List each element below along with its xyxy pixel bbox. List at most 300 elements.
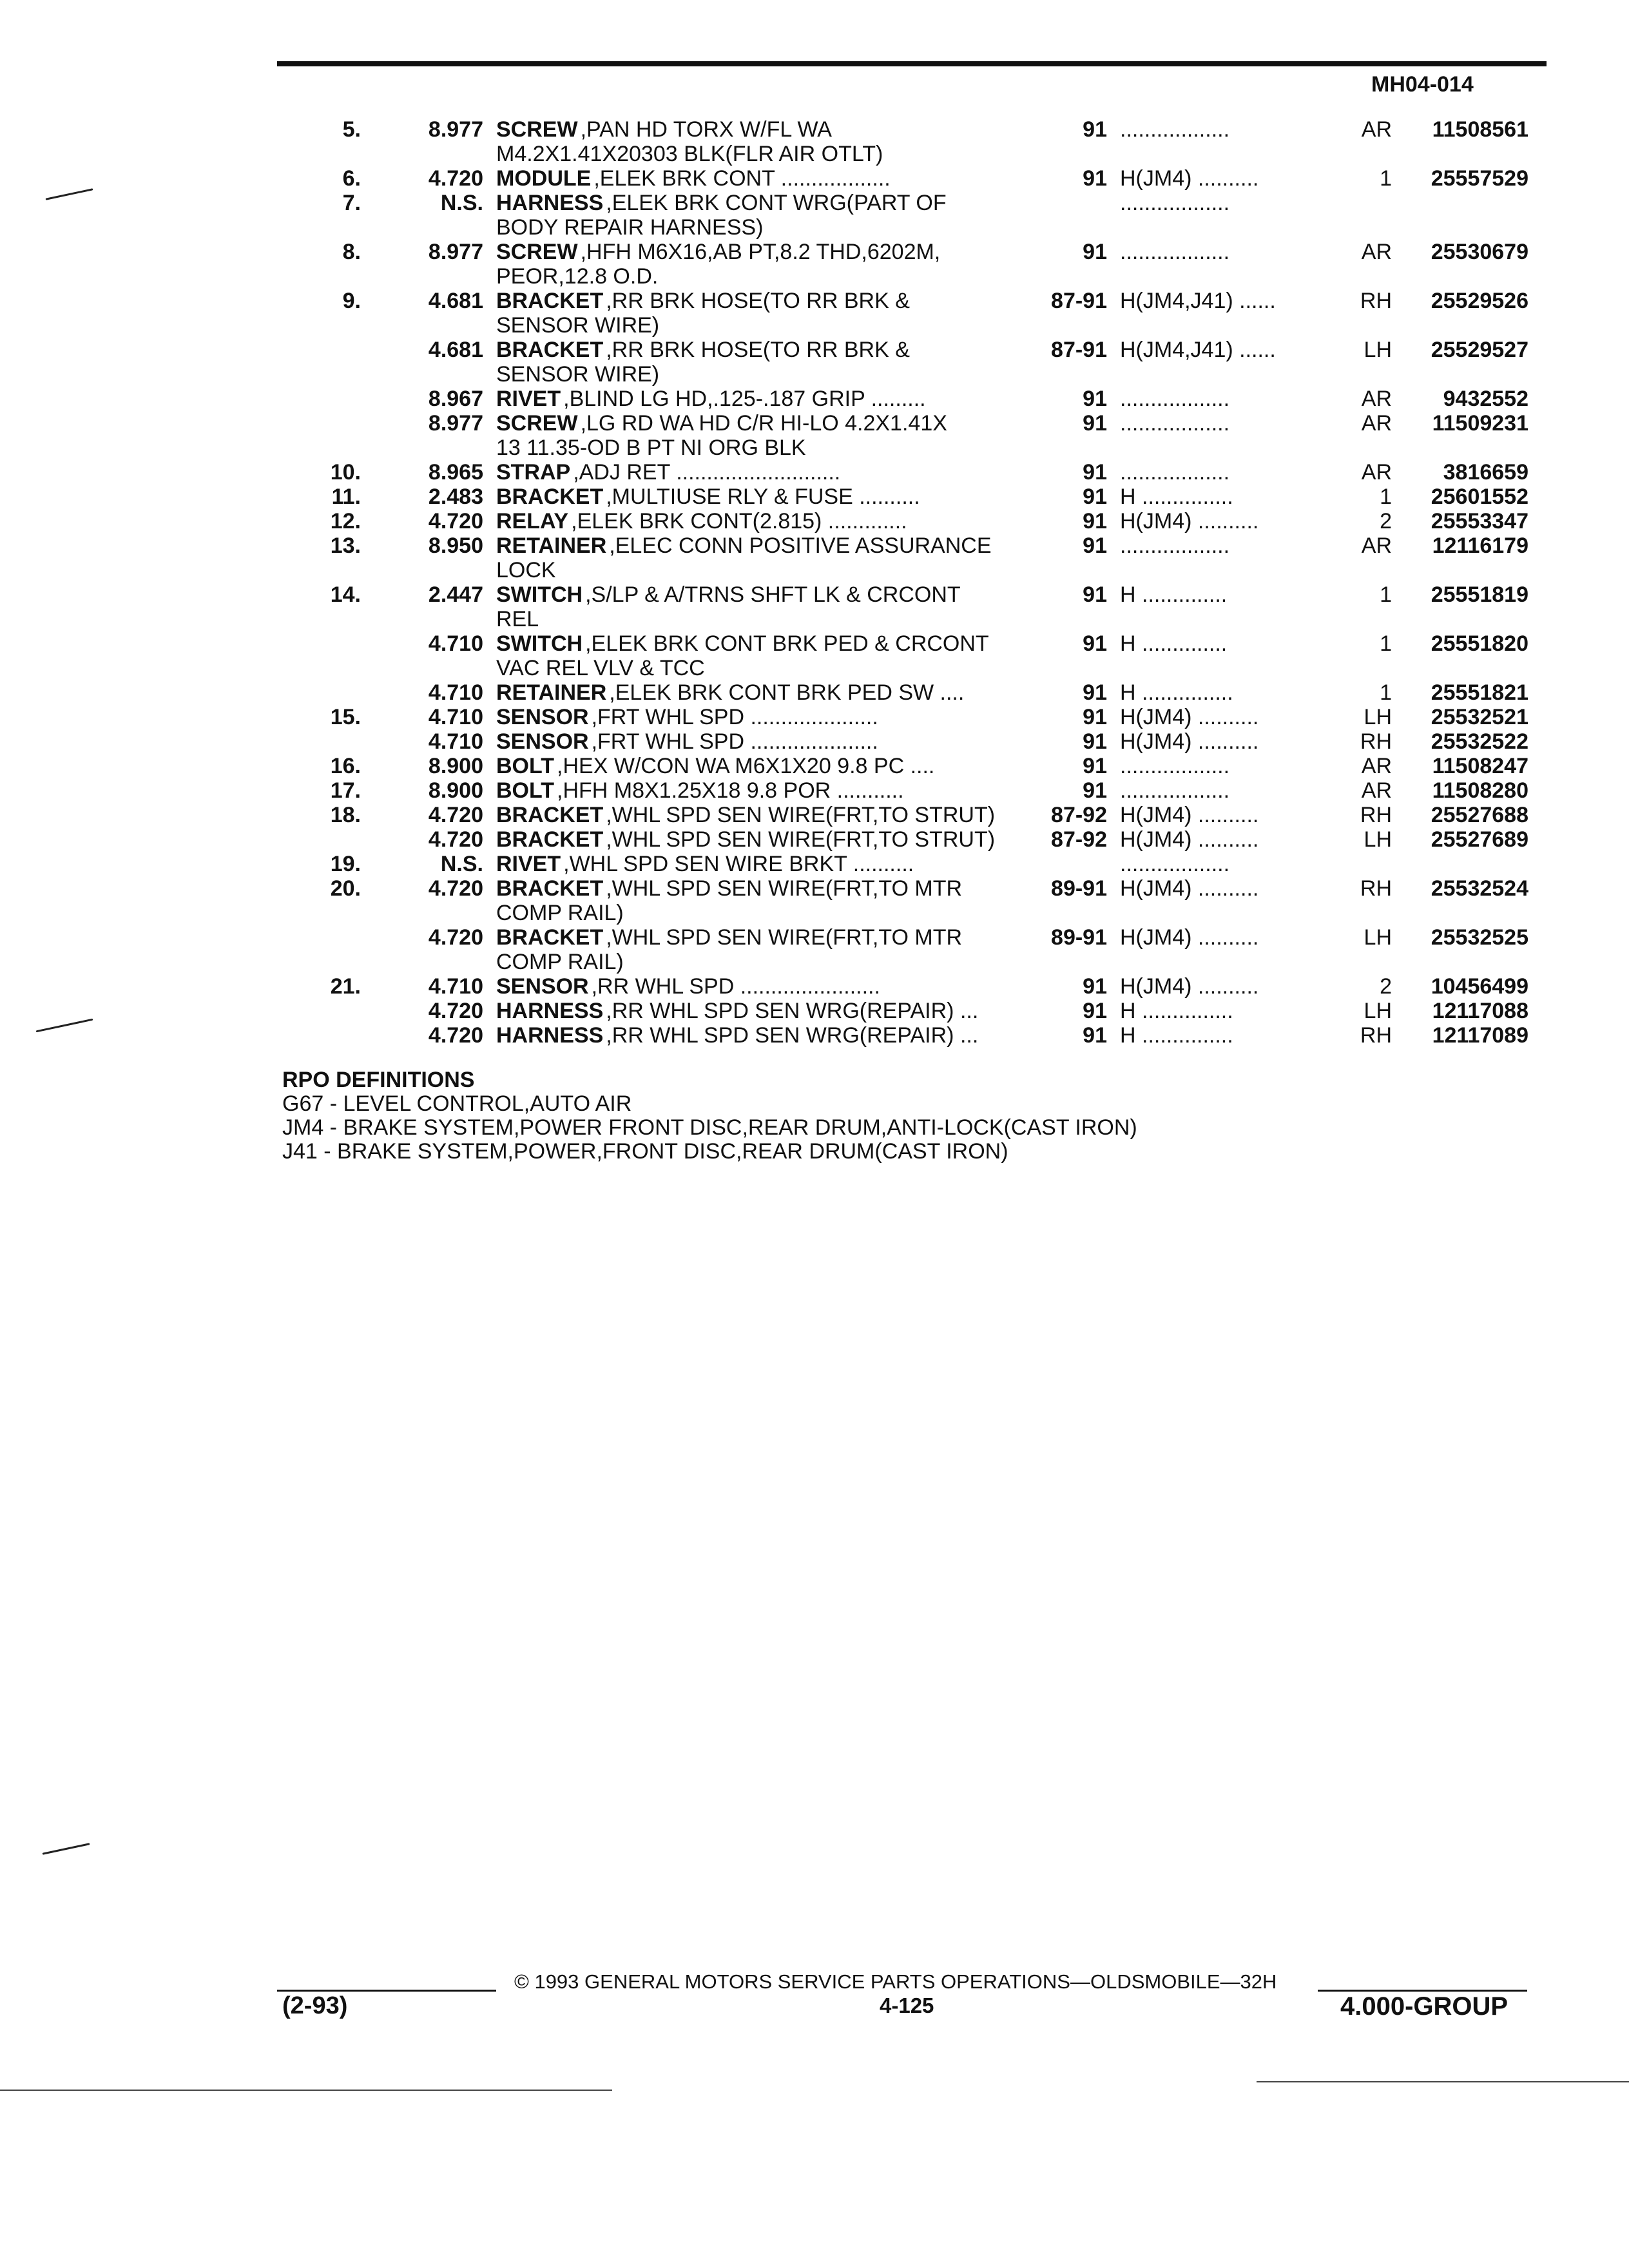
model-years: 87-91 <box>1051 289 1107 313</box>
group-number: 4.681 <box>428 289 483 313</box>
ref-number: 20. <box>330 876 361 901</box>
quantity: RH <box>1360 289 1392 313</box>
part-number: 25530679 <box>1431 240 1528 264</box>
group-number: 4.720 <box>428 999 483 1023</box>
description <box>496 852 914 876</box>
quantity: AR <box>1361 117 1392 142</box>
part-detail: ,RR BRK HOSE(TO RR BRK & <box>606 338 910 362</box>
model-years: 89-91 <box>1051 876 1107 901</box>
table-row <box>0 558 1629 582</box>
part-name: RIVET <box>496 387 561 411</box>
options: H .............. <box>1120 582 1228 607</box>
part-detail: ,RR WHL SPD SEN WRG(REPAIR) ... <box>606 1023 979 1048</box>
table-row <box>0 852 1629 876</box>
table-row <box>0 803 1629 827</box>
part-name: RIVET <box>496 852 561 876</box>
description <box>496 240 940 264</box>
options: H(JM4) .......... <box>1120 509 1259 533</box>
part-name: BOLT <box>496 754 555 778</box>
quantity: AR <box>1361 387 1392 411</box>
part-detail: ,PAN HD TORX W/FL WA <box>580 117 832 142</box>
top-rule <box>277 61 1547 66</box>
quantity: AR <box>1361 240 1392 264</box>
group-number: 4.710 <box>428 705 483 729</box>
options: .................. <box>1120 460 1230 485</box>
part-name: BRACKET <box>496 925 604 950</box>
part-number: 12116179 <box>1432 533 1528 558</box>
ref-number: 14. <box>330 582 361 607</box>
table-row <box>0 631 1629 656</box>
part-detail: ,ELEK BRK CONT(2.815) ............. <box>571 509 907 533</box>
part-detail: ,WHL SPD SEN WIRE(FRT,TO STRUT) <box>606 803 996 827</box>
part-name: SCREW <box>496 411 578 436</box>
quantity: 1 <box>1380 680 1392 705</box>
part-name: HARNESS <box>496 1023 604 1048</box>
table-row <box>0 436 1629 460</box>
table-row <box>0 387 1629 411</box>
description <box>496 729 878 754</box>
model-years: 91 <box>1083 999 1107 1023</box>
part-detail: ,RR BRK HOSE(TO RR BRK & <box>606 289 910 313</box>
part-detail: ,WHL SPD SEN WIRE(FRT,TO MTR <box>606 876 963 901</box>
part-name: MODULE <box>496 166 592 191</box>
description <box>496 436 806 460</box>
group-number: 4.720 <box>428 827 483 852</box>
part-detail: ,HFH M8X1.25X18 9.8 POR ........... <box>557 778 904 803</box>
ref-number: 11. <box>331 485 361 509</box>
quantity: 1 <box>1380 631 1392 656</box>
table-row <box>0 166 1629 191</box>
part-name: STRAP <box>496 460 571 485</box>
part-detail: COMP RAIL) <box>496 901 624 925</box>
parts-table <box>0 117 1629 1048</box>
description <box>496 656 705 680</box>
model-years: 91 <box>1083 582 1107 607</box>
part-name: SWITCH <box>496 631 583 656</box>
description <box>496 558 556 582</box>
rpo-line: JM4 - BRAKE SYSTEM,POWER FRONT DISC,REAR DRUM,ANTI-LOCK(CAST IRON) <box>282 1115 1137 1140</box>
description <box>496 999 978 1023</box>
description <box>496 925 962 950</box>
model-years: 91 <box>1083 778 1107 803</box>
ref-number: 21. <box>330 974 361 999</box>
rpo-heading: RPO DEFINITIONS <box>282 1068 475 1092</box>
part-number: 25527688 <box>1431 803 1528 827</box>
table-row <box>0 460 1629 485</box>
model-years: 91 <box>1083 631 1107 656</box>
description <box>496 607 539 631</box>
quantity: AR <box>1361 778 1392 803</box>
part-detail: ,MULTIUSE RLY & FUSE .......... <box>606 485 920 509</box>
part-detail: COMP RAIL) <box>496 950 624 974</box>
table-row <box>0 533 1629 558</box>
part-detail: PEOR,12.8 O.D. <box>496 264 659 289</box>
options: .................. <box>1120 191 1230 215</box>
group-number: N.S. <box>440 191 483 215</box>
quantity: 1 <box>1380 485 1392 509</box>
part-number: 11508280 <box>1432 778 1528 803</box>
ref-number: 13. <box>330 533 361 558</box>
description <box>496 827 995 852</box>
options: H ............... <box>1120 485 1233 509</box>
quantity: AR <box>1361 533 1392 558</box>
part-detail: ,ELEK BRK CONT BRK PED & CRCONT <box>585 631 989 656</box>
group-number: 4.710 <box>428 729 483 754</box>
table-row <box>0 338 1629 362</box>
part-detail: ,HEX W/CON WA M6X1X20 9.8 PC .... <box>557 754 935 778</box>
table-row <box>0 191 1629 215</box>
part-detail: ,LG RD WA HD C/R HI-LO 4.2X1.41X <box>580 411 947 436</box>
part-detail: LOCK <box>496 558 556 582</box>
description <box>496 264 658 289</box>
ref-number: 16. <box>330 754 361 778</box>
rpo-line: G67 - LEVEL CONTROL,AUTO AIR <box>282 1091 632 1116</box>
part-detail: ,FRT WHL SPD ..................... <box>591 705 878 729</box>
part-name: BRACKET <box>496 338 604 362</box>
description <box>496 142 883 166</box>
description <box>496 754 934 778</box>
options: H(JM4,J41) ...... <box>1120 338 1276 362</box>
group-number: 8.977 <box>428 117 483 142</box>
description <box>496 803 995 827</box>
model-years: 91 <box>1083 533 1107 558</box>
description <box>496 215 763 240</box>
group-number: 8.977 <box>428 240 483 264</box>
description <box>496 974 880 999</box>
rpo-line: J41 - BRAKE SYSTEM,POWER,FRONT DISC,REAR DRUM(CAST IRON) <box>282 1139 1008 1164</box>
ref-number: 9. <box>342 289 361 313</box>
part-name: RETAINER <box>496 533 607 558</box>
description <box>496 387 926 411</box>
options: .................. <box>1120 778 1230 803</box>
model-years: 91 <box>1083 1023 1107 1048</box>
group-number: 4.720 <box>428 876 483 901</box>
part-name: BRACKET <box>496 827 604 852</box>
document-code: MH04-014 <box>1371 72 1474 97</box>
quantity: 1 <box>1380 582 1392 607</box>
part-number: 25529527 <box>1431 338 1528 362</box>
part-name: SWITCH <box>496 582 583 607</box>
ref-number: 8. <box>342 240 361 264</box>
quantity: RH <box>1360 1023 1392 1048</box>
part-number: 3816659 <box>1443 460 1528 485</box>
group-number: 2.447 <box>428 582 483 607</box>
description <box>496 901 624 925</box>
quantity: LH <box>1364 338 1392 362</box>
part-name: BRACKET <box>496 803 604 827</box>
table-row <box>0 680 1629 705</box>
bottom-edge-line <box>1257 2081 1629 2082</box>
model-years: 91 <box>1083 166 1107 191</box>
model-years: 91 <box>1083 411 1107 436</box>
description <box>496 166 891 191</box>
part-detail: ,ADJ RET ........................... <box>573 460 841 485</box>
description <box>496 705 878 729</box>
quantity: RH <box>1360 876 1392 901</box>
part-number: 25527689 <box>1431 827 1528 852</box>
part-number: 11509231 <box>1432 411 1528 436</box>
part-name: BRACKET <box>496 485 604 509</box>
part-number: 25551819 <box>1431 582 1528 607</box>
table-row <box>0 411 1629 436</box>
ref-number: 19. <box>330 852 361 876</box>
ref-number: 7. <box>342 191 361 215</box>
ref-number: 5. <box>342 117 361 142</box>
description <box>496 460 840 485</box>
group-number: 4.710 <box>428 680 483 705</box>
model-years: 91 <box>1083 754 1107 778</box>
options: .................. <box>1120 533 1230 558</box>
group-number: 8.900 <box>428 778 483 803</box>
part-detail: 13 11.35-OD B PT NI ORG BLK <box>496 436 806 460</box>
table-row <box>0 362 1629 387</box>
table-row <box>0 289 1629 313</box>
model-years: 87-91 <box>1051 338 1107 362</box>
part-number: 25551821 <box>1431 680 1528 705</box>
revision-date: (2-93) <box>282 1992 348 2019</box>
options: H .............. <box>1120 631 1228 656</box>
part-detail: ,ELEC CONN POSITIVE ASSURANCE <box>609 533 992 558</box>
part-detail: ,FRT WHL SPD ..................... <box>591 729 878 754</box>
group-number: 4.710 <box>428 974 483 999</box>
table-row <box>0 117 1629 142</box>
table-row <box>0 999 1629 1023</box>
group-number: 8.950 <box>428 533 483 558</box>
options: H(JM4) .......... <box>1120 729 1259 754</box>
table-row <box>0 754 1629 778</box>
part-number: 25532521 <box>1431 705 1528 729</box>
part-number: 25551820 <box>1431 631 1528 656</box>
part-detail: ,WHL SPD SEN WIRE(FRT,TO STRUT) <box>606 827 996 852</box>
ref-number: 6. <box>342 166 361 191</box>
part-detail: ,RR WHL SPD ....................... <box>591 974 880 999</box>
part-detail: SENSOR WIRE) <box>496 313 660 338</box>
model-years: 91 <box>1083 117 1107 142</box>
description <box>496 631 989 656</box>
table-row <box>0 215 1629 240</box>
table-row <box>0 582 1629 607</box>
quantity: 1 <box>1380 166 1392 191</box>
part-number: 11508247 <box>1432 754 1528 778</box>
quantity: LH <box>1364 999 1392 1023</box>
part-name: HARNESS <box>496 191 604 215</box>
group-number: 8.900 <box>428 754 483 778</box>
part-detail: ,S/LP & A/TRNS SHFT LK & CRCONT <box>585 582 961 607</box>
description <box>496 485 920 509</box>
quantity: AR <box>1361 460 1392 485</box>
description <box>496 680 964 705</box>
part-detail: ,ELEK BRK CONT .................. <box>593 166 891 191</box>
group-number: 4.710 <box>428 631 483 656</box>
group-number: 4.720 <box>428 166 483 191</box>
part-number: 25532522 <box>1431 729 1528 754</box>
model-years: 91 <box>1083 240 1107 264</box>
quantity: LH <box>1364 925 1392 950</box>
part-number: 25557529 <box>1431 166 1528 191</box>
group-number: 8.967 <box>428 387 483 411</box>
table-row <box>0 509 1629 533</box>
part-number: 25529526 <box>1431 289 1528 313</box>
table-row <box>0 778 1629 803</box>
table-row <box>0 264 1629 289</box>
hole-punch-mark <box>43 1843 90 1855</box>
part-name: SENSOR <box>496 729 589 754</box>
part-number: 25553347 <box>1431 509 1528 533</box>
part-number: 12117089 <box>1432 1023 1528 1048</box>
options: H(JM4) .......... <box>1120 166 1259 191</box>
part-detail: REL <box>496 607 539 631</box>
page-number: 4-125 <box>880 1994 934 2017</box>
description <box>496 362 659 387</box>
part-name: RETAINER <box>496 680 607 705</box>
part-detail: ,ELEK BRK CONT BRK PED SW .... <box>609 680 965 705</box>
part-name: HARNESS <box>496 999 604 1023</box>
group-number: 4.681 <box>428 338 483 362</box>
part-name: BRACKET <box>496 289 604 313</box>
options: H(JM4) .......... <box>1120 803 1259 827</box>
table-row <box>0 313 1629 338</box>
table-row <box>0 925 1629 950</box>
part-detail: ,RR WHL SPD SEN WRG(REPAIR) ... <box>606 999 979 1023</box>
group-label: 4.000-GROUP <box>1340 1992 1509 2021</box>
options: H(JM4) .......... <box>1120 705 1259 729</box>
ref-number: 15. <box>330 705 361 729</box>
part-number: 10456499 <box>1431 974 1528 999</box>
part-detail: ,WHL SPD SEN WIRE BRKT .......... <box>563 852 914 876</box>
quantity: AR <box>1361 754 1392 778</box>
options: .................. <box>1120 117 1230 142</box>
part-detail: ,WHL SPD SEN WIRE(FRT,TO MTR <box>606 925 963 950</box>
group-number: N.S. <box>440 852 483 876</box>
table-row <box>0 1023 1629 1048</box>
options: .................. <box>1120 754 1230 778</box>
copyright-line: © 1993 GENERAL MOTORS SERVICE PARTS OPERATIONS—OLDSMOBILE—32H <box>514 1970 1277 1993</box>
table-row <box>0 142 1629 166</box>
part-name: BRACKET <box>496 876 604 901</box>
footer-rule-left <box>277 1990 496 1992</box>
description <box>496 117 832 142</box>
bottom-edge-line <box>0 2090 612 2091</box>
ref-number: 10. <box>330 460 361 485</box>
model-years: 91 <box>1083 460 1107 485</box>
table-row <box>0 876 1629 901</box>
model-years: 87-92 <box>1051 827 1107 852</box>
table-row <box>0 240 1629 264</box>
group-number: 2.483 <box>428 485 483 509</box>
part-detail: SENSOR WIRE) <box>496 362 660 387</box>
part-number: 25532524 <box>1431 876 1528 901</box>
table-row <box>0 656 1629 680</box>
options: H(JM4) .......... <box>1120 974 1259 999</box>
part-detail: ,BLIND LG HD,.125-.187 GRIP ......... <box>563 387 926 411</box>
footer-rule-right <box>1318 1990 1527 1992</box>
part-detail: BODY REPAIR HARNESS) <box>496 215 764 240</box>
table-row <box>0 729 1629 754</box>
quantity: RH <box>1360 803 1392 827</box>
options: .................. <box>1120 411 1230 436</box>
part-number: 11508561 <box>1432 117 1528 142</box>
part-number: 9432552 <box>1443 387 1528 411</box>
ref-number: 17. <box>330 778 361 803</box>
model-years: 91 <box>1083 974 1107 999</box>
part-detail: M4.2X1.41X20303 BLK(FLR AIR OTLT) <box>496 142 883 166</box>
description <box>496 582 961 607</box>
table-row <box>0 901 1629 925</box>
description <box>496 191 947 215</box>
part-name: SCREW <box>496 240 578 264</box>
table-row <box>0 705 1629 729</box>
description <box>496 289 910 313</box>
model-years: 87-92 <box>1051 803 1107 827</box>
options: H(JM4) .......... <box>1120 827 1259 852</box>
part-name: BOLT <box>496 778 555 803</box>
table-row <box>0 485 1629 509</box>
ref-number: 12. <box>330 509 361 533</box>
part-name: RELAY <box>496 509 569 533</box>
options: H(JM4) .......... <box>1120 876 1259 901</box>
table-row <box>0 974 1629 999</box>
description <box>496 338 910 362</box>
quantity: RH <box>1360 729 1392 754</box>
part-name: SCREW <box>496 117 578 142</box>
description <box>496 1023 978 1048</box>
options: H ............... <box>1120 1023 1233 1048</box>
description <box>496 950 624 974</box>
part-detail: VAC REL VLV & TCC <box>496 656 705 680</box>
part-detail: ,ELEK BRK CONT WRG(PART OF <box>606 191 947 215</box>
table-row <box>0 950 1629 974</box>
description <box>496 533 992 558</box>
group-number: 4.720 <box>428 925 483 950</box>
group-number: 4.720 <box>428 1023 483 1048</box>
table-row <box>0 607 1629 631</box>
rpo-definitions <box>282 1068 1137 1164</box>
part-number: 25532525 <box>1431 925 1528 950</box>
part-number: 25601552 <box>1431 485 1528 509</box>
part-detail: ,HFH M6X16,AB PT,8.2 THD,6202M, <box>580 240 941 264</box>
model-years: 91 <box>1083 509 1107 533</box>
model-years: 89-91 <box>1051 925 1107 950</box>
quantity: LH <box>1364 827 1392 852</box>
table-row <box>0 827 1629 852</box>
group-number: 4.720 <box>428 509 483 533</box>
quantity: 2 <box>1380 509 1392 533</box>
model-years: 91 <box>1083 680 1107 705</box>
description <box>496 876 962 901</box>
group-number: 8.965 <box>428 460 483 485</box>
description <box>496 411 947 436</box>
model-years: 91 <box>1083 485 1107 509</box>
options: .................. <box>1120 852 1230 876</box>
part-number: 12117088 <box>1432 999 1528 1023</box>
group-number: 8.977 <box>428 411 483 436</box>
part-name: SENSOR <box>496 974 589 999</box>
options: .................. <box>1120 240 1230 264</box>
model-years: 91 <box>1083 729 1107 754</box>
options: H(JM4,J41) ...... <box>1120 289 1276 313</box>
options: H ............... <box>1120 680 1233 705</box>
quantity: LH <box>1364 705 1392 729</box>
options: .................. <box>1120 387 1230 411</box>
model-years: 91 <box>1083 387 1107 411</box>
ref-number: 18. <box>330 803 361 827</box>
description <box>496 509 907 533</box>
group-number: 4.720 <box>428 803 483 827</box>
description <box>496 778 904 803</box>
model-years: 91 <box>1083 705 1107 729</box>
description <box>496 313 659 338</box>
options: H ............... <box>1120 999 1233 1023</box>
